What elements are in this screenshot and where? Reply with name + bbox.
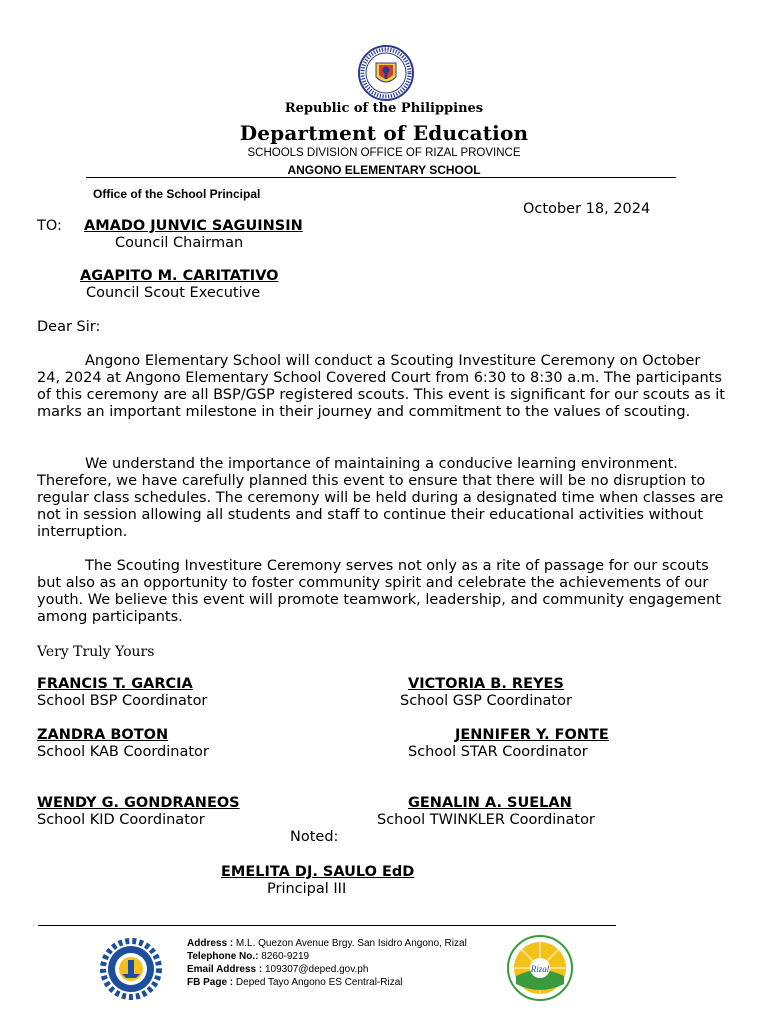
republic-heading: Republic of the Philippines: [284, 101, 484, 116]
school-gear-logo-icon: [100, 938, 162, 1000]
salutation: Dear Sir:: [37, 319, 101, 335]
body-paragraph: The Scouting Investiture Ceremony serves not only as a rite of passage for our scouts but also as an opportunity to foster community spirit and celebrate the achievements of our youth. We believe this event will promote teamwork, leadership, and community engagement among participants.: [37, 558, 721, 625]
recipient-name: AMADO JUNVIC SAGUINSIN: [84, 218, 303, 234]
signatory-name: WENDY G. GONDRANEOS: [37, 795, 240, 811]
signatory-title: School STAR Coordinator: [408, 744, 588, 760]
deped-seal-icon: [358, 45, 414, 101]
principal-title: Principal III: [267, 881, 347, 897]
footer-fb-page: FB Page : Deped Tayo Angono ES Central-Rizal: [187, 977, 403, 988]
closing: Very Truly Yours: [37, 644, 155, 660]
header-divider: [86, 177, 676, 178]
division-heading: SCHOOLS DIVISION OFFICE OF RIZAL PROVINCE: [247, 147, 521, 159]
footer-divider: [38, 925, 616, 926]
body-paragraph: We understand the importance of maintaining a conducive learning environment. Therefore, we have carefully planned this event to ensure that there will be no disruption to regular class schedules. The ceremony will be held during a designated time when classes are not in session allowing all students and staff to continue their educational activities without interruption.: [37, 456, 724, 540]
signatory-title: School BSP Coordinator: [37, 693, 208, 709]
signatory-name: JENNIFER Y. FONTE: [455, 727, 609, 743]
signatory-name: ZANDRA BOTON: [37, 727, 169, 743]
school-heading: ANGONO ELEMENTARY SCHOOL: [287, 163, 481, 177]
department-heading: Department of Education: [239, 121, 529, 145]
recipient-name: AGAPITO M. CARITATIVO: [80, 268, 279, 284]
recipient-title: Council Chairman: [115, 235, 244, 251]
letter-date: October 18, 2024: [523, 201, 651, 217]
to-label: TO:: [37, 218, 62, 234]
signatory-name: VICTORIA B. REYES: [408, 676, 564, 692]
footer-address: Address : M.L. Quezon Avenue Brgy. San Isidro Angono, Rizal: [187, 938, 467, 949]
signatory-name: FRANCIS T. GARCIA: [37, 676, 193, 692]
footer-email: Email Address : 109307@deped.gov.ph: [187, 964, 369, 975]
svg-text:Rizal: Rizal: [530, 964, 550, 974]
signatory-title: School KID Coordinator: [37, 812, 205, 828]
signatory-title: School GSP Coordinator: [400, 693, 572, 709]
division-rizal-logo-icon: [506, 934, 574, 1002]
principal-name: EMELITA DJ. SAULO EdD: [221, 864, 415, 880]
body-paragraph: Angono Elementary School will conduct a Scouting Investiture Ceremony on October 24, 2024 at Angono Elementary School Covered Court from 6:30 to 8:30 a.m. The participants of this ceremony are all BSP/GSP registered scouts. This event is significant for our scouts as it marks an important milestone in their journey and commitment to the values of scouting.: [37, 353, 725, 420]
signatory-name: GENALIN A. SUELAN: [408, 795, 572, 811]
signatory-title: School TWINKLER Coordinator: [377, 812, 595, 828]
footer-telephone: Telephone No.: 8260-9219: [187, 951, 310, 962]
signatory-title: School KAB Coordinator: [37, 744, 209, 760]
noted-label: Noted:: [290, 829, 339, 845]
office-label: Office of the School Principal: [93, 187, 261, 201]
recipient-title: Council Scout Executive: [86, 285, 261, 301]
